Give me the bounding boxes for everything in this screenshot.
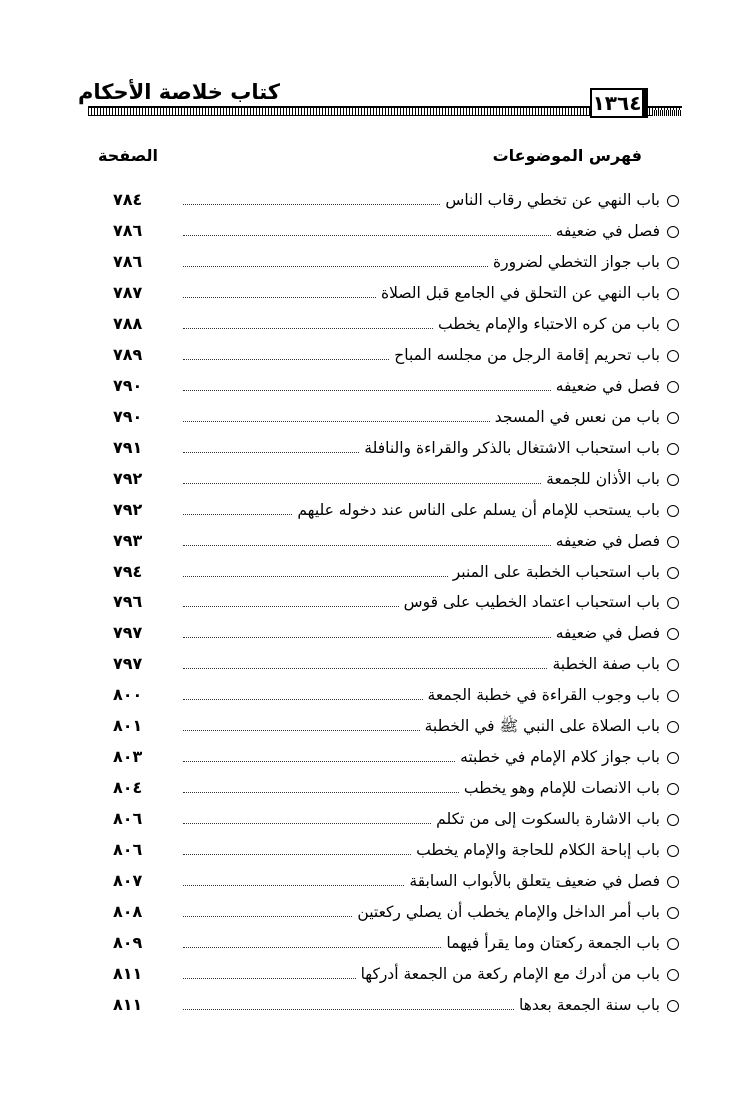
page-number: ١٣٦٤	[590, 88, 648, 118]
circle-bullet-icon	[667, 783, 679, 795]
toc-entry	[0, 713, 750, 744]
dot-leader	[183, 204, 440, 205]
toc-entry	[0, 435, 750, 466]
dot-leader	[183, 576, 448, 577]
entry-page-number: ٧٨٦	[113, 252, 143, 271]
toc-entry	[0, 775, 750, 806]
entry-title: فصل في ضعيفه	[551, 528, 660, 554]
toc-entry	[0, 806, 750, 837]
circle-bullet-icon	[667, 1000, 679, 1012]
toc-entry	[0, 961, 750, 992]
toc-entry	[0, 559, 750, 590]
toc-entry	[0, 589, 750, 620]
entry-page-number: ٨٠٣	[113, 747, 143, 766]
entry-page-number: ٨٠٩	[113, 933, 143, 952]
dot-leader	[183, 761, 455, 762]
entry-title: باب وجوب القراءة في خطبة الجمعة	[423, 682, 660, 708]
dot-leader	[183, 823, 431, 824]
circle-bullet-icon	[667, 474, 679, 486]
entry-page-number: ٧٩٠	[113, 376, 143, 395]
entry-page-number: ٧٩٧	[113, 623, 143, 642]
circle-bullet-icon	[667, 907, 679, 919]
entry-title: باب النهي عن تخطي رقاب الناس	[440, 187, 660, 213]
circle-bullet-icon	[667, 814, 679, 826]
toc-entry	[0, 187, 750, 218]
entry-page-number: ٨٠٤	[113, 778, 143, 797]
entry-page-number: ٧٨٧	[113, 283, 143, 302]
dot-leader	[183, 947, 441, 948]
toc-entry	[0, 651, 750, 682]
toc-entry	[0, 249, 750, 280]
entry-title: باب جواز التخطي لضرورة	[488, 249, 660, 275]
dot-leader	[183, 359, 389, 360]
circle-bullet-icon	[667, 876, 679, 888]
toc-entry	[0, 280, 750, 311]
circle-bullet-icon	[667, 721, 679, 733]
entry-page-number: ٨٠٦	[113, 840, 143, 859]
circle-bullet-icon	[667, 257, 679, 269]
circle-bullet-icon	[667, 381, 679, 393]
circle-bullet-icon	[667, 567, 679, 579]
dot-leader	[183, 792, 459, 793]
entry-page-number: ٧٩٠	[113, 407, 143, 426]
dot-leader	[183, 328, 433, 329]
entry-page-number: ٨٠٧	[113, 871, 143, 890]
circle-bullet-icon	[667, 752, 679, 764]
toc-entry	[0, 528, 750, 559]
toc-entry	[0, 466, 750, 497]
toc-entry	[0, 404, 750, 435]
entry-page-number: ٧٨٩	[113, 345, 143, 364]
entry-title: باب الأذان للجمعة	[541, 466, 660, 492]
entry-page-number: ٧٩١	[113, 438, 143, 457]
book-title: كتاب خلاصة الأحكام	[78, 80, 280, 104]
dot-leader	[183, 916, 352, 917]
toc-entry	[0, 373, 750, 404]
entry-title: باب تحريم إقامة الرجل من مجلسه المباح	[389, 342, 660, 368]
toc-entry	[0, 342, 750, 373]
dot-leader	[183, 668, 547, 669]
dot-leader	[183, 1009, 514, 1010]
entry-page-number: ٨٠٠	[113, 685, 143, 704]
dot-leader	[183, 452, 359, 453]
entry-title: باب الجمعة ركعتان وما يقرأ فيهما	[441, 930, 660, 956]
entry-title: باب الصلاة على النبي ﷺ في الخطبة	[420, 713, 660, 739]
entry-title: فصل في ضعيفه	[551, 218, 660, 244]
entry-page-number: ٧٩٢	[113, 500, 143, 519]
entry-title: باب إباحة الكلام للحاجة والإمام يخطب	[411, 837, 660, 863]
dot-leader	[183, 297, 376, 298]
entry-page-number: ٨٠١	[113, 716, 143, 735]
toc-entry	[0, 992, 750, 1023]
entry-title: فصل في ضعيفه	[551, 620, 660, 646]
circle-bullet-icon	[667, 597, 679, 609]
toc-entry	[0, 837, 750, 868]
page-column-heading: الصفحة	[98, 146, 159, 165]
entry-page-number: ٧٨٨	[113, 314, 143, 333]
entry-title: باب يستحب للإمام أن يسلم على الناس عند دخوله عليهم	[292, 497, 660, 523]
circle-bullet-icon	[667, 659, 679, 671]
circle-bullet-icon	[667, 690, 679, 702]
toc-entry	[0, 930, 750, 961]
toc-entry	[0, 682, 750, 713]
entry-page-number: ٨١١	[113, 995, 143, 1014]
circle-bullet-icon	[667, 938, 679, 950]
dot-leader	[183, 421, 490, 422]
toc-entry	[0, 311, 750, 342]
circle-bullet-icon	[667, 443, 679, 455]
circle-bullet-icon	[667, 412, 679, 424]
entry-page-number: ٨١١	[113, 964, 143, 983]
entry-title: فصل في ضعيفه	[551, 373, 660, 399]
circle-bullet-icon	[667, 350, 679, 362]
circle-bullet-icon	[667, 536, 679, 548]
dot-leader	[183, 730, 420, 731]
dot-leader	[183, 606, 399, 607]
toc-entry	[0, 497, 750, 528]
toc-entry	[0, 218, 750, 249]
topics-column-heading: فهرس الموضوعات	[492, 146, 642, 165]
toc-entry	[0, 620, 750, 651]
entry-title: باب أمر الداخل والإمام يخطب أن يصلي ركعتين	[352, 899, 660, 925]
entry-page-number: ٧٩٦	[113, 592, 143, 611]
dot-leader	[183, 885, 404, 886]
circle-bullet-icon	[667, 288, 679, 300]
dot-leader	[183, 266, 488, 267]
entry-title: باب استحباب اعتماد الخطيب على قوس	[399, 589, 660, 615]
entry-title: باب الاشارة بالسكوت إلى من تكلم	[431, 806, 660, 832]
dot-leader	[183, 514, 292, 515]
entry-title: باب جواز كلام الإمام في خطبته	[455, 744, 660, 770]
toc-entry	[0, 744, 750, 775]
entry-page-number: ٧٨٤	[113, 190, 143, 209]
entry-page-number: ٧٩٧	[113, 654, 143, 673]
entry-title: باب النهي عن التحلق في الجامع قبل الصلاة	[376, 280, 660, 306]
entry-page-number: ٨٠٦	[113, 809, 143, 828]
circle-bullet-icon	[667, 845, 679, 857]
entry-title: باب الانصات للإمام وهو يخطب	[459, 775, 660, 801]
dot-leader	[183, 854, 411, 855]
entry-page-number: ٧٩٤	[113, 562, 143, 581]
dot-leader	[183, 235, 551, 236]
entry-title: باب سنة الجمعة بعدها	[514, 992, 660, 1018]
circle-bullet-icon	[667, 226, 679, 238]
entry-page-number: ٧٨٦	[113, 221, 143, 240]
dot-leader	[183, 545, 551, 546]
entry-title: باب من كره الاحتباء والإمام يخطب	[433, 311, 660, 337]
entry-title: باب استحباب الاشتغال بالذكر والقراءة والنافلة	[359, 435, 660, 461]
entry-title: باب من أدرك مع الإمام ركعة من الجمعة أدركها	[356, 961, 660, 987]
circle-bullet-icon	[667, 319, 679, 331]
entry-title: باب استحباب الخطبة على المنبر	[448, 559, 660, 585]
toc-entry	[0, 899, 750, 930]
entry-page-number: ٨٠٨	[113, 902, 143, 921]
entry-page-number: ٧٩٣	[113, 531, 143, 550]
entry-title: فصل في ضعيف يتعلق بالأبواب السابقة	[404, 868, 660, 894]
toc-entry	[0, 868, 750, 899]
circle-bullet-icon	[667, 505, 679, 517]
entry-title: باب من نعس في المسجد	[490, 404, 660, 430]
header-rule-end	[652, 110, 682, 116]
entry-page-number: ٧٩٢	[113, 469, 143, 488]
circle-bullet-icon	[667, 195, 679, 207]
circle-bullet-icon	[667, 969, 679, 981]
dot-leader	[183, 483, 541, 484]
entry-title: باب صفة الخطبة	[547, 651, 660, 677]
dot-leader	[183, 637, 551, 638]
dot-leader	[183, 390, 551, 391]
circle-bullet-icon	[667, 628, 679, 640]
dot-leader	[183, 699, 423, 700]
dot-leader	[183, 978, 356, 979]
